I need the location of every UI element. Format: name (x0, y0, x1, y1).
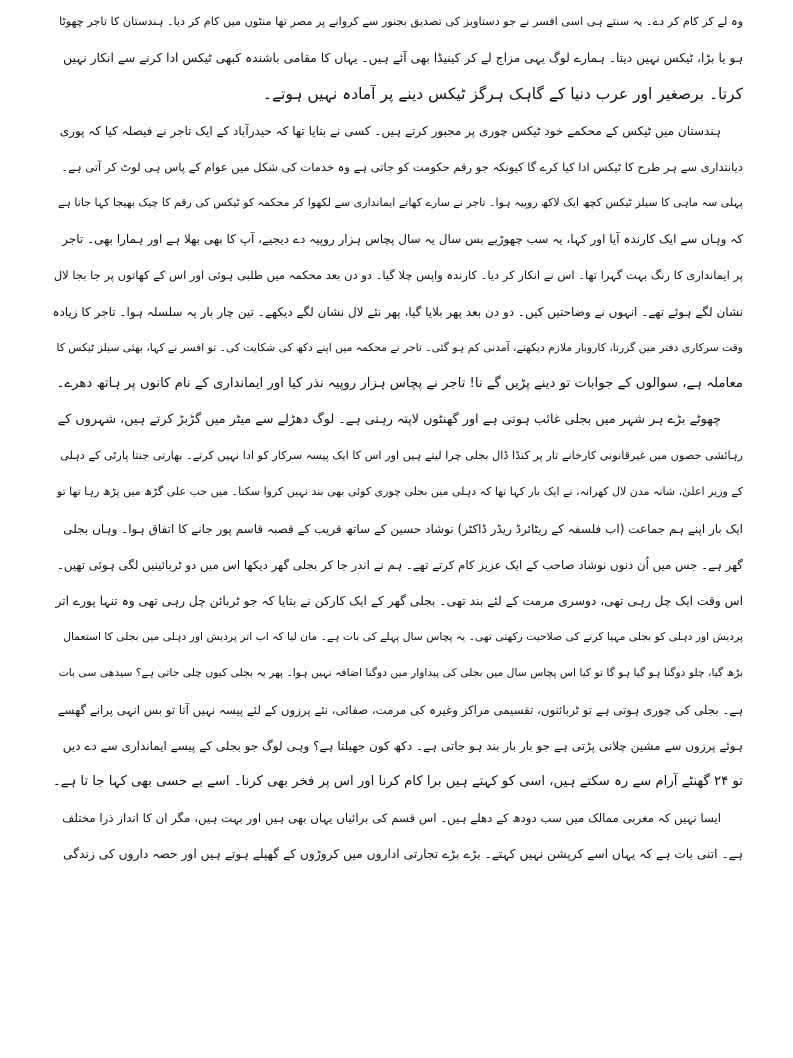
paragraph (50, 113, 743, 403)
paragraph (50, 4, 743, 113)
text-line: معاملہ ہے، سوالوں کے جوابات تو دینے پڑیں گے نا! تاجر نے پچاس ہزار روپیہ نذر کیا اور ایمانداری کے نام کانوں پر ہاتھ دھرے۔ (56, 375, 743, 391)
text-line: ہو یا بڑا، ٹیکس نہیں دیتا۔ ہمارے لوگ یہی مزاج لے کر کینیڈا بھی آئے ہیں۔ یہاں کا مقامی باشندہ کبھی ٹیکس ادا کرنے سے انکار نہیں (63, 51, 743, 66)
text-line: وہ لے کر کام کر دے۔ یہ سنتے ہی اسی افسر نے جو دستاویز کی تصدیق بجنور سے کروانے پر مصر تھا منٹوں میں کام کر دیا۔ ہندستان کا تاجر چھوٹا (59, 15, 743, 28)
text-line: کے وزیر اعلیٰ، شانہ مدن لال کھرانہ، نے ایک بار کہا تھا کہ دہلی میں بجلی چوری کوئی بھی بند نہیں کروا سکتا۔ میں جب علی گڑھ میں پڑھ رہا تھا تو (56, 485, 743, 499)
paragraph (50, 800, 743, 872)
text-line: ہندستان میں ٹیکس کے محکمے خود ٹیکس چوری پر مجبور کرتے ہیں۔ کسی نے بتایا تھا کہ حیدرآباد کے ایک تاجر نے فیصلہ کیا کہ پوری (59, 123, 721, 138)
text-line: وقت سرکاری دفتر میں گزرتا، کاروبار ملازم دیکھتے، آمدنی کم ہو گئی۔ تاجر نے محکمہ میں اپنے دکھ کی شکایت کی۔ تو افسر نے کہا، بھئی سیلز ٹیکس کا (56, 340, 743, 354)
text-line: اس وقت ایک چل رہی تھی، دوسری مرمت کے لئے بند تھی۔ بجلی گھر کے ایک کارکن نے بتایا کہ جو ٹربائن چل رہی تھی وہ تنہا پورے اتر (55, 594, 743, 608)
text-line: پہلی سہ ماہی کا سیلز ٹیکس کچھ ایک لاکھ روپیہ ہوا۔ تاجر نے سارے کھاتے ایمانداری سے لکھوا کر محکمہ کو ٹیکس کی رقم کا چیک بھیجا کہا جاتا ہے (58, 195, 743, 209)
text-line: چھوٹے بڑے ہر شہر میں بجلی غائب ہوتی ہے اور گھنٹوں لاپتہ رہتی ہے۔ لوگ دھڑلے سے میٹر میں گڑبڑ کرتے ہیں، شہروں کے (57, 412, 721, 428)
text-line: تو ۲۴ گھنٹے آرام سے رہ سکتے ہیں، اسی کو کہتے ہیں برا کام کرنا اور اس پر فخر بھی کرنا۔ اسے بے حسی بھی کہا جا تا ہے۔ (52, 773, 743, 789)
text-line: رہائشی حصوں میں غیرقانونی کارخانے تار پر کنڈا ڈال بجلی چرا لیتے ہیں اور اس کا ایک پیسہ سرکار کو ادا نہیں کرتے۔ بھارتی جنتا پارٹی کے دہلی (60, 449, 743, 463)
text-line: ایسا نہیں کہ مغربی ممالک میں سب دودھ کے دھلے ہیں۔ اس قسم کی برائیاں یہاں بھی ہیں اور بہت ہیں، مگر ان کا انداز ذرا مختلف (62, 811, 721, 826)
text-line: ایک بار اپنے ہم جماعت (اب فلسفہ کے ریٹائرڈ ریڈر ڈاکٹر) نوشاد حسین کے ساتھ قریب کے قصبہ قاسم پور جانے کا اتفاق ہوا۔ وہاں بجلی (63, 521, 743, 536)
text-line: ہوئے پرزوں سے مشین چلانی پڑتی ہے جو بار بار بند ہو جاتی ہے۔ دکھ کون جھیلتا ہے؟ وہی لوگ جو بجلی کے پیسے ایمانداری سے دے دیں (62, 738, 743, 753)
text-line: پر ایمانداری کا رنگ بہت گہرا تھا۔ اس نے انکار کر دیا۔ کارندہ واپس چلا گیا۔ دو دن بعد محکمہ میں طلبی ہوئی اور اس کے کھاتوں پر جا بجا لال (53, 268, 743, 283)
text-line: نشان لگے ہوئے تھے۔ انہوں نے وضاحتیں کیں۔ دو دن بعد پھر بلایا گیا، پھر نئے لال نشان لگے دیکھے۔ تین چار بار یہ سلسلہ ہوا۔ تاجر کا زیادہ (52, 304, 743, 319)
text-line: کرتا۔ برصغیر اور عرب دنیا کے گاہک ہرگز ٹیکس دینے پر آمادہ نہیں ہوتے۔ (262, 85, 743, 104)
text-line: کہ وہاں سے ایک کارندہ آیا اور کہا، یہ سب چھوڑیے بس سال یہ سال پچاس ہزار روپیہ دے دیجیے، آپ کا بھی بھلا ہے اور ہمارا بھی۔ تاجر (62, 232, 743, 247)
text-line: ہے۔ بجلی کی چوری ہوتی ہے تو ٹربائنوں، تقسیمی مراکز وغیرہ کی مرمت، صفائی، نئے پرزوں کے لئے پیسہ نہیں آتا تو بس انہی پرانے گھسے (57, 702, 743, 717)
text-line: دیانتداری سے ہر طرح کا ٹیکس ادا کیا کرے گا کیونکہ جو رقم حکومت کو جاتی ہے وہ خدمات کی شکل میں عوام کے پاس ہی لوٹ کر آتی ہے۔ (61, 159, 743, 174)
paragraph (50, 402, 743, 800)
text-line: گھر ہے۔ جس میں اُن دنوں نوشاد صاحب کے ایک عزیز کام کرتے تھے۔ ہم نے اندر جا کر بجلی گھر دیکھا اس میں دو ٹربائینیں لگی ہوئی تھیں۔ (57, 557, 743, 572)
text-line: بڑھ گیا، چلو دوگنا ہو گیا ہو گا تو کیا اس پچاس سال میں بجلی کی پیداوار میں دوگنا اضافہ نہیں ہوا۔ پھر یہ بجلی کیوں چلی جاتی ہے؟ سیدھی سی بات (58, 666, 743, 680)
text-line: پردیش اور دہلی کو بجلی مہیا کرنے کی صلاحیت رکھتی تھی۔ یہ پچاس سال پہلے کی بات ہے۔ مان لیا کہ اب اتر پردیش اور دہلی میں بجلی کا استعمال (63, 630, 743, 644)
text-line: ہے۔ اتنی بات ہے کہ یہاں اسے کرپشن نہیں کہتے۔ بڑے بڑے تجارتی اداروں میں کروڑوں کے گھپلے ہوتے ہیں اور حصہ داروں کی زندگی (63, 847, 743, 862)
